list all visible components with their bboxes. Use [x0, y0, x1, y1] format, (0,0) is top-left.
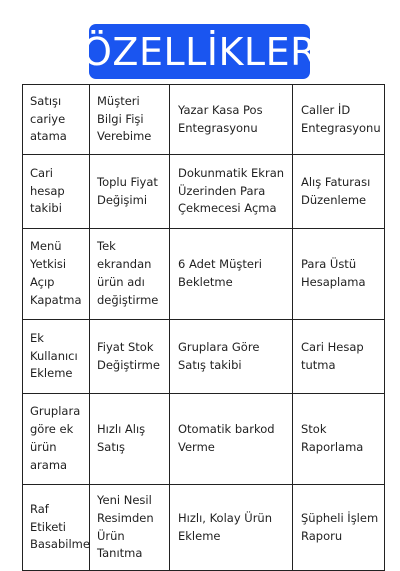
feature-label: Yeni Nesil Resimden Ürün Tanıtma [97, 492, 154, 561]
feature-label: Dokunmatik Ekran Üzerinden Para Çekmecesi Açma [178, 165, 285, 216]
feature-label: Toplu Fiyat Değişimi [97, 174, 158, 207]
feature-label: Müşteri Bilgi Fişi Verebime [97, 93, 152, 144]
table-cell [293, 394, 385, 485]
table-cell [293, 485, 385, 571]
table-cell [170, 485, 293, 571]
table-cell [293, 85, 385, 155]
table-row [23, 155, 385, 229]
table-cell [293, 155, 385, 229]
feature-label: Cari Hesap tutma [301, 339, 364, 372]
table-row [23, 85, 385, 155]
table-row [23, 394, 385, 485]
feature-label: Gruplara göre ek ürün arama [30, 404, 81, 472]
feature-label: Raf Etiketi Basabilme [30, 501, 90, 552]
table-cell [90, 85, 170, 155]
table-cell [23, 85, 90, 155]
feature-label: Tek ekrandan ürün adı değiştirme [97, 239, 159, 307]
feature-label: Cari hesap takibi [30, 165, 65, 216]
title-badge [82, 24, 318, 79]
feature-label: Menü Yetkisi Açıp Kapatma [30, 239, 82, 307]
feature-label: Hızlı Alış Satış [97, 422, 146, 454]
table-cell [90, 229, 170, 320]
table-row [23, 229, 385, 320]
feature-label: Otomatik barkod Verme [178, 422, 275, 454]
feature-label: Gruplara Göre Satış takibi [178, 339, 260, 372]
feature-label: Fiyat Stok Değiştirme [97, 339, 160, 372]
table-cell [293, 229, 385, 320]
table-cell [293, 320, 385, 394]
feature-label: Ek Kullanıcı Ekleme [30, 330, 78, 381]
feature-label: Yazar Kasa Pos Entegrasyonu [178, 102, 263, 135]
table-cell [90, 320, 170, 394]
table-cell [90, 155, 170, 229]
table-cell [90, 394, 170, 485]
table-cell [23, 485, 90, 571]
table-cell [170, 394, 293, 485]
table-cell [23, 155, 90, 229]
table-cell [90, 485, 170, 571]
table-row [23, 485, 385, 571]
table-cell [23, 229, 90, 320]
page-title: ÖZELLİKLER [82, 29, 318, 74]
feature-label: Stok Raporlama [301, 422, 364, 454]
table-cell [170, 320, 293, 394]
feature-label: Hızlı, Kolay Ürün Ekleme [178, 510, 273, 543]
feature-label: Caller İD Entegrasyonu [301, 102, 381, 135]
table-cell [170, 229, 293, 320]
table-cell [23, 320, 90, 394]
table-row [23, 320, 385, 394]
features-table [22, 84, 385, 571]
feature-label: Şüpheli İşlem Raporu [301, 510, 379, 543]
feature-label: Satışı cariye atama [30, 93, 67, 144]
feature-label: Alış Faturası Düzenleme [301, 174, 371, 207]
table-cell [23, 394, 90, 485]
table-cell [170, 155, 293, 229]
feature-label: Para Üstü Hesaplama [301, 257, 366, 289]
table-cell [170, 85, 293, 155]
feature-label: 6 Adet Müşteri Bekletme [178, 257, 262, 289]
